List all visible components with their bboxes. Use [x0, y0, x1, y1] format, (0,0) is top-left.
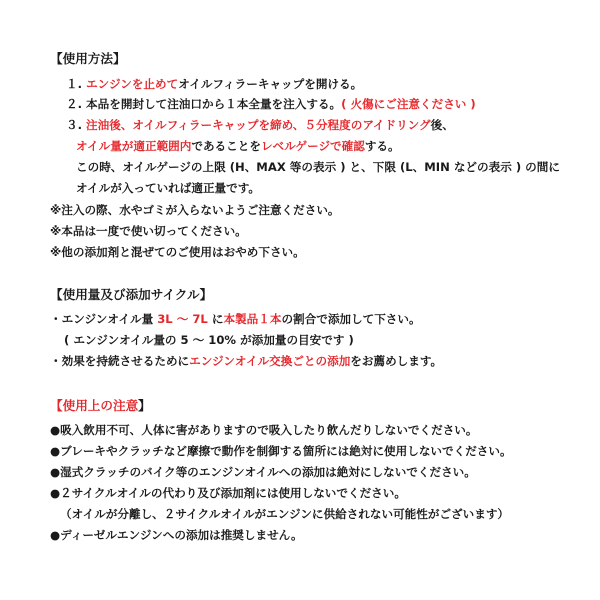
precaution-item-5: ●ディーゼルエンジンへの添加は推奨しません。: [50, 528, 303, 542]
step-1-text: オイルフィラーキャップを開ける。: [178, 77, 363, 91]
note-water-dust: ※注入の際、水やゴミが入らないようご注意ください。: [50, 203, 340, 217]
amount-line-3: [50, 354, 442, 368]
precaution-item-1: ●吸入飲用不可、人体に害がありますので吸入したり飲んだりしないでください。: [50, 423, 478, 437]
amount-line-1: [50, 312, 421, 326]
precautions-heading-bracket: 】: [138, 398, 151, 413]
step-1-highlight: エンジンを止めて: [86, 77, 179, 91]
amount-post-text: の割合で添加して下さい。: [281, 312, 421, 326]
step-1: [66, 77, 362, 91]
oil-change-highlight: エンジンオイル交換ごとの添加: [189, 354, 351, 368]
step-3-line-4: オイルが入っていれば適正量です。: [76, 181, 260, 195]
step-3-number: ３.: [66, 118, 82, 132]
amount-line-2: ( エンジンオイル量の 5 ～ 10% が添加量の目安です ): [64, 333, 354, 347]
oil-volume-highlight: 3L ～ 7L: [157, 312, 208, 326]
step-3-line-1: [66, 118, 454, 132]
precaution-item-2: ●ブレーキやクラッチなど摩擦で動作を制御する箇所には絶対に使用しないでください。: [50, 444, 512, 458]
note-single-use: ※本品は一度で使い切ってください。: [50, 224, 247, 238]
step-3-line-3: この時、オイルゲージの上限 (H、MAX 等の表示 ) と、下限 (L、MIN などの表示 ) の間に: [76, 160, 560, 174]
amount-mid-text: に: [207, 312, 224, 326]
level-gauge-highlight: レベルゲージで確認: [260, 139, 365, 153]
step-3-end-text: する。: [364, 139, 400, 153]
precaution-item-3: ●湿式クラッチのバイク等のエンジンオイルへの添加は絶対にしないでください。: [50, 465, 476, 479]
step-2-number: ２.: [66, 97, 82, 111]
amount-cycle-heading: 【使用量及び添加サイクル】: [50, 287, 213, 302]
precautions-heading-text: 【使用上の注意: [50, 398, 139, 413]
note-no-mixing: ※他の添加剤と混ぜてのご使用はおやめ下さい。: [50, 245, 305, 259]
step-2-warning: ( 火傷にご注意ください ): [341, 97, 476, 111]
step-3-text: 後、: [430, 118, 454, 132]
effect-post-text: をお薦めします。: [350, 354, 443, 368]
step-2-text: 本品を開封して注油口から１本全量を注入する。: [86, 97, 342, 111]
step-3-mid-text: であることを: [191, 139, 261, 153]
oil-range-highlight: オイル量が適正範囲内: [76, 139, 192, 153]
precaution-item-4: ●２サイクルオイルの代わり及び添加剤には使用しないでください。: [50, 486, 406, 500]
product-count-highlight: 本製品１本: [223, 312, 282, 326]
precaution-sub-note: （オイルが分離し、２サイクルオイルがエンジンに供給されない可能性がございます）: [60, 507, 510, 521]
usage-method-heading: 【使用方法】: [50, 51, 126, 66]
step-3-line-2: [76, 139, 400, 153]
amount-pre-text: ・エンジンオイル量: [50, 312, 158, 326]
effect-pre-text: ・効果を持続させるために: [50, 354, 190, 368]
precautions-heading: [50, 398, 151, 413]
step-1-number: １.: [66, 77, 82, 91]
step-2: [66, 97, 476, 111]
step-3-highlight: 注油後、オイルフィラーキャップを締め、５分程度のアイドリング: [86, 118, 431, 132]
